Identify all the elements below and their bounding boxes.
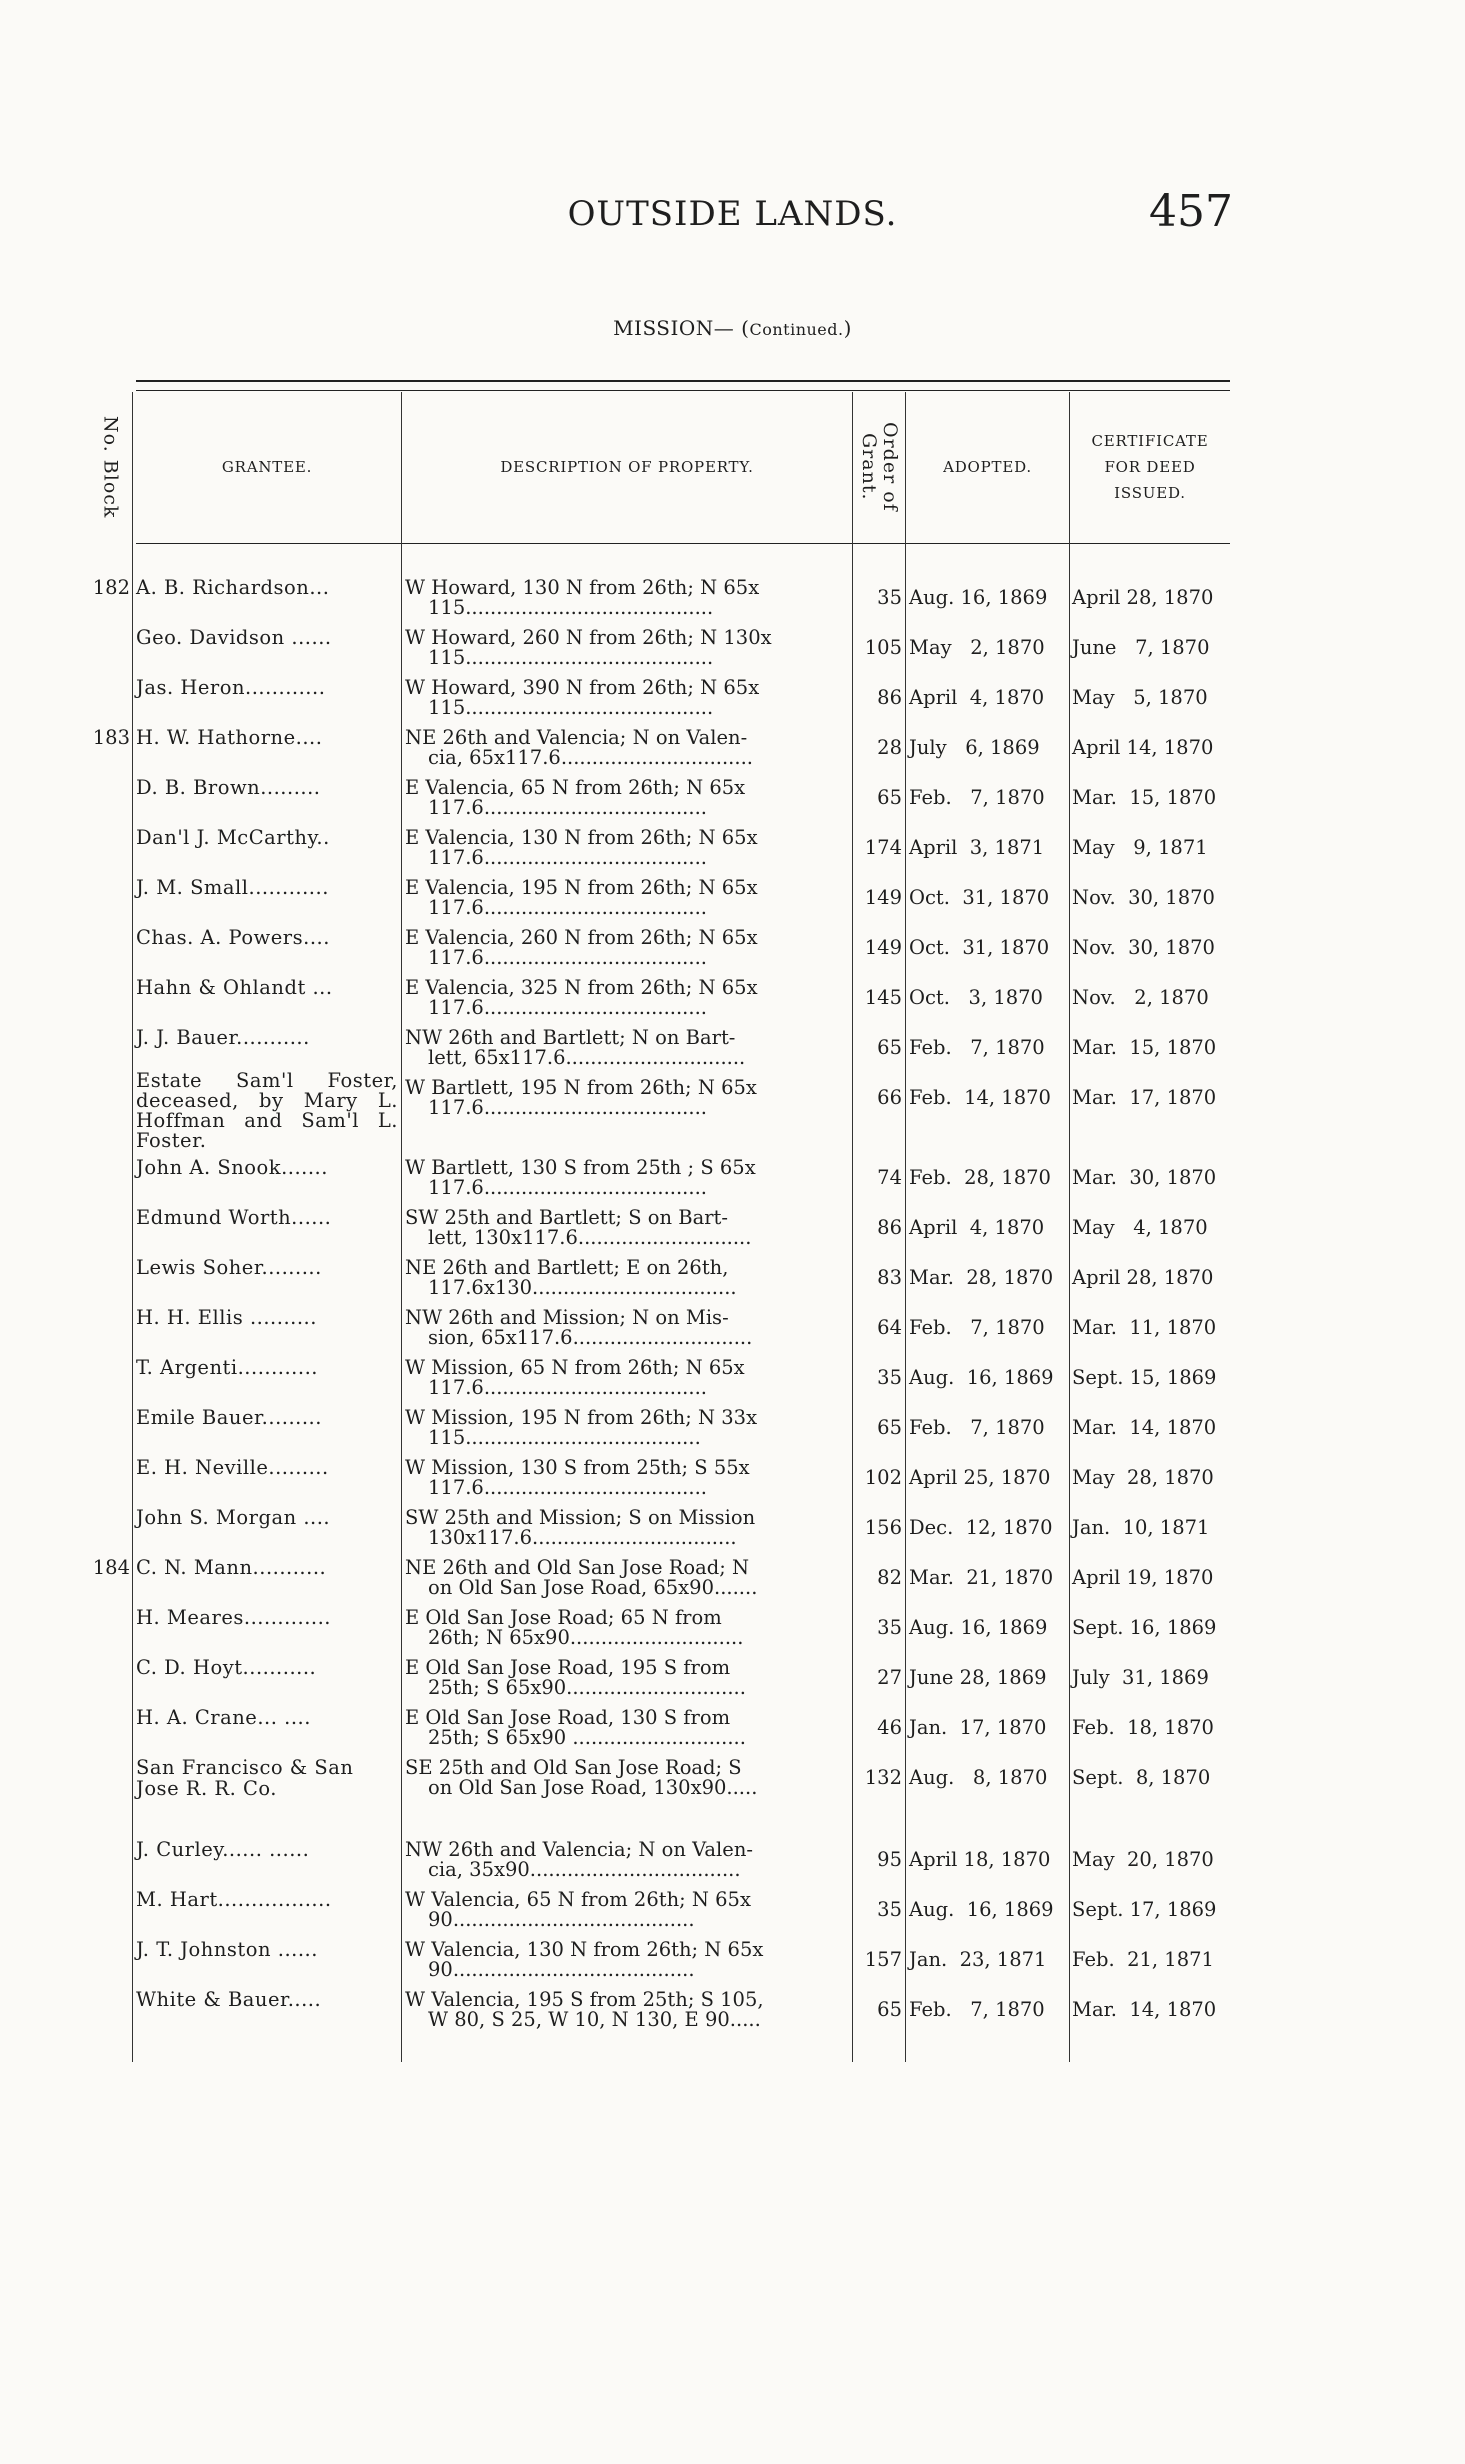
description-line-1: W Valencia, 130 N from 26th; N 65x (405, 1938, 764, 1961)
adopted-date: Oct. 31, 1870 (909, 936, 1050, 959)
description-line-2: 25th; S 65x90............................. (428, 1677, 746, 1699)
description-line-2: 115........................................ (428, 697, 714, 719)
description-line-2: 26th; N 65x90............................ (428, 1627, 744, 1649)
description-line-1: W Howard, 130 N from 26th; N 65x (405, 576, 760, 599)
order-of-grant: 35 (877, 1616, 902, 1639)
certificate-date: May 4, 1870 (1072, 1216, 1208, 1239)
description-line-2: 130x117.6................................. (428, 1527, 737, 1549)
certificate-date: May 9, 1871 (1072, 836, 1208, 859)
grantee-name: H. Meares............. (136, 1606, 331, 1629)
certificate-date: Mar. 30, 1870 (1072, 1166, 1217, 1189)
certificate-date: May 28, 1870 (1072, 1466, 1214, 1489)
description-line-1: E Valencia, 260 N from 26th; N 65x (405, 926, 758, 949)
order-of-grant: 66 (877, 1086, 902, 1109)
order-of-grant: 174 (864, 836, 902, 859)
description-line-1: NW 26th and Mission; N on Mis- (405, 1306, 729, 1329)
grantee-name: H. W. Hathorne.... (136, 726, 323, 749)
description-line-1: E Valencia, 65 N from 26th; N 65x (405, 776, 746, 799)
grantee-name: San Francisco & San Jose R. R. Co. (136, 1756, 354, 1800)
adopted-date: Feb. 7, 1870 (909, 1036, 1045, 1059)
adopted-date: Feb. 14, 1870 (909, 1086, 1051, 1109)
description-line-2: 117.6.................................... (428, 847, 707, 869)
description-line-2: 25th; S 65x90 ............................ (428, 1727, 746, 1749)
adopted-date: April 18, 1870 (909, 1848, 1051, 1871)
grantee-name: Emile Bauer......... (136, 1406, 322, 1429)
certificate-date: April 19, 1870 (1072, 1566, 1214, 1589)
order-of-grant: 65 (877, 1416, 902, 1439)
order-of-grant: 65 (877, 1036, 902, 1059)
order-of-grant: 157 (864, 1948, 902, 1971)
description-line-1: SE 25th and Old San Jose Road; S (405, 1756, 742, 1779)
adopted-date: April 4, 1870 (909, 1216, 1045, 1239)
certificate-date: Nov. 2, 1870 (1072, 986, 1209, 1009)
certificate-date: Mar. 15, 1870 (1072, 786, 1217, 809)
certificate-date: April 28, 1870 (1072, 586, 1214, 609)
description-line-1: NE 26th and Valencia; N on Valen- (405, 726, 748, 749)
order-of-grant: 35 (877, 1898, 902, 1921)
order-of-grant: 95 (877, 1848, 902, 1871)
grantee-name: D. B. Brown......... (136, 776, 321, 799)
certificate-date: Sept. 8, 1870 (1072, 1766, 1211, 1789)
adopted-date: Oct. 3, 1870 (909, 986, 1043, 1009)
certificate-date: May 20, 1870 (1072, 1848, 1214, 1871)
adopted-date: Mar. 21, 1870 (909, 1566, 1054, 1589)
description-line-2: 117.6.................................... (428, 997, 707, 1019)
adopted-date: Mar. 28, 1870 (909, 1266, 1054, 1289)
order-of-grant: 83 (877, 1266, 902, 1289)
grantee-name: Dan'l J. McCarthy.. (136, 826, 330, 849)
grantee-name: E. H. Neville......... (136, 1456, 329, 1479)
order-of-grant: 149 (864, 936, 902, 959)
description-line-1: SW 25th and Bartlett; S on Bart- (405, 1206, 728, 1229)
grantee-name: J. T. Johnston ...... (136, 1938, 318, 1961)
adopted-date: Feb. 7, 1870 (909, 1998, 1045, 2021)
description-line-1: W Mission, 195 N from 26th; N 33x (405, 1406, 758, 1429)
grantee-name: J. Curley...... ...... (136, 1838, 310, 1861)
description-line-1: E Old San Jose Road; 65 N from (405, 1606, 722, 1629)
order-of-grant: 65 (877, 1998, 902, 2021)
grantee-name: Hahn & Ohlandt ... (136, 976, 333, 999)
description-line-2: 117.6.................................... (428, 1377, 707, 1399)
adopted-date: Dec. 12, 1870 (909, 1516, 1053, 1539)
description-line-2: W 80, S 25, W 10, N 130, E 90..... (428, 2009, 761, 2031)
description-line-1: E Old San Jose Road, 195 S from (405, 1656, 731, 1679)
certificate-date: Mar. 11, 1870 (1072, 1316, 1217, 1339)
grantee-name: C. D. Hoyt........... (136, 1656, 317, 1679)
description-line-2: 115........................................ (428, 647, 714, 669)
description-line-2: on Old San Jose Road, 65x90....... (428, 1577, 758, 1599)
col-header-adopted: ADOPTED. (943, 458, 1032, 476)
order-of-grant: 132 (864, 1766, 902, 1789)
description-line-2: 117.6x130................................. (428, 1277, 737, 1299)
description-line-1: NE 26th and Bartlett; E on 26th, (405, 1256, 729, 1279)
adopted-date: June 28, 1869 (909, 1666, 1047, 1689)
description-line-1: E Valencia, 130 N from 26th; N 65x (405, 826, 758, 849)
order-of-grant: 149 (864, 886, 902, 909)
grantee-name: J. J. Bauer........... (136, 1026, 310, 1049)
description-line-1: W Bartlett, 130 S from 25th ; S 65x (405, 1156, 756, 1179)
certificate-date: Sept. 15, 1869 (1072, 1366, 1217, 1389)
description-line-2: on Old San Jose Road, 130x90..... (428, 1777, 758, 1799)
description-line-1: W Valencia, 195 S from 25th; S 105, (405, 1988, 764, 2011)
grantee-name: Lewis Soher......... (136, 1256, 322, 1279)
col-header-grantee: GRANTEE. (221, 458, 313, 476)
order-of-grant: 74 (877, 1166, 902, 1189)
description-line-2: cia, 65x117.6............................... (428, 747, 753, 769)
description-line-2: 117.6.................................... (428, 947, 707, 969)
description-line-1: E Valencia, 325 N from 26th; N 65x (405, 976, 758, 999)
description-line-1: E Valencia, 195 N from 26th; N 65x (405, 876, 758, 899)
order-of-grant: 102 (864, 1466, 902, 1489)
order-of-grant: 35 (877, 1366, 902, 1389)
certificate-date: Mar. 14, 1870 (1072, 1998, 1217, 2021)
description-line-1: W Valencia, 65 N from 26th; N 65x (405, 1888, 751, 1911)
adopted-date: Feb. 28, 1870 (909, 1166, 1051, 1189)
order-of-grant: 46 (877, 1716, 902, 1739)
description-line-1: NW 26th and Valencia; N on Valen- (405, 1838, 753, 1861)
certificate-date: Nov. 30, 1870 (1072, 936, 1215, 959)
adopted-date: April 3, 1871 (909, 836, 1045, 859)
adopted-date: Aug. 16, 1869 (909, 586, 1048, 609)
grantee-name: White & Bauer..... (136, 1988, 322, 2011)
grantee-name: Edmund Worth...... (136, 1206, 332, 1229)
certificate-date: May 5, 1870 (1072, 686, 1208, 709)
grantee-name: John A. Snook....... (136, 1156, 328, 1179)
grantee-name: Estate Sam'l Foster, deceased, by Mary L. Hoffman and Sam'l L. Foster. (136, 1069, 398, 1152)
block-number: 183 (92, 726, 130, 749)
col-header-block: No. Block (99, 415, 122, 519)
adopted-date: Aug. 16, 1869 (909, 1616, 1048, 1639)
grantee-name: Jas. Heron............ (136, 676, 326, 699)
section-close: ) (843, 316, 852, 340)
certificate-date: Mar. 15, 1870 (1072, 1036, 1217, 1059)
description-line-2: lett, 65x117.6............................. (428, 1047, 746, 1069)
grantee-name: Geo. Davidson ...... (136, 626, 332, 649)
col-header-certificate: CERTIFICATE FOR DEED ISSUED. (1091, 432, 1209, 502)
col-header-order: Order of Grant. (858, 422, 901, 512)
grantee-name: H. H. Ellis .......... (136, 1306, 317, 1329)
description-line-1: W Bartlett, 195 N from 26th; N 65x (405, 1076, 757, 1099)
page-title: OUTSIDE LANDS. (567, 194, 898, 234)
description-line-1: NE 26th and Old San Jose Road; N (405, 1556, 750, 1579)
adopted-date: May 2, 1870 (909, 636, 1045, 659)
page-number: 457 (1149, 186, 1233, 237)
adopted-date: Aug. 16, 1869 (909, 1898, 1054, 1921)
adopted-date: Aug. 16, 1869 (909, 1366, 1054, 1389)
description-line-2: cia, 35x90.................................. (428, 1859, 741, 1881)
certificate-date: Feb. 18, 1870 (1072, 1716, 1214, 1739)
adopted-date: April 4, 1870 (909, 686, 1045, 709)
description-line-2: sion, 65x117.6............................. (428, 1327, 753, 1349)
certificate-date: June 7, 1870 (1072, 636, 1210, 659)
adopted-date: Feb. 7, 1870 (909, 1416, 1045, 1439)
grantee-name: John S. Morgan .... (136, 1506, 331, 1529)
certificate-date: Sept. 16, 1869 (1072, 1616, 1217, 1639)
section-continued: Continued. (749, 320, 844, 339)
certificate-date: Nov. 30, 1870 (1072, 886, 1215, 909)
adopted-date: Jan. 17, 1870 (909, 1716, 1047, 1739)
description-line-2: 115...................................... (428, 1427, 701, 1449)
description-line-1: W Howard, 390 N from 26th; N 65x (405, 676, 760, 699)
order-of-grant: 64 (877, 1316, 902, 1339)
adopted-date: Aug. 8, 1870 (909, 1766, 1048, 1789)
order-of-grant: 86 (877, 1216, 902, 1239)
certificate-date: Mar. 14, 1870 (1072, 1416, 1217, 1439)
grantee-name: H. A. Crane... .... (136, 1706, 311, 1729)
adopted-date: April 25, 1870 (909, 1466, 1051, 1489)
certificate-date: Mar. 17, 1870 (1072, 1086, 1217, 1109)
grantee-name: Chas. A. Powers.... (136, 926, 330, 949)
description-line-1: W Mission, 65 N from 26th; N 65x (405, 1356, 745, 1379)
certificate-date: July 31, 1869 (1072, 1666, 1209, 1689)
description-line-1: SW 25th and Mission; S on Mission (405, 1506, 756, 1529)
description-line-1: E Old San Jose Road, 130 S from (405, 1706, 731, 1729)
order-of-grant: 65 (877, 786, 902, 809)
description-line-2: 90....................................... (428, 1909, 695, 1931)
certificate-date: Jan. 10, 1871 (1072, 1516, 1210, 1539)
description-line-2: 117.6.................................... (428, 797, 707, 819)
description-line-2: lett, 130x117.6............................ (428, 1227, 752, 1249)
description-line-2: 115........................................ (428, 597, 714, 619)
col-header-description: DESCRIPTION OF PROPERTY. (500, 458, 754, 476)
certificate-date: April 28, 1870 (1072, 1266, 1214, 1289)
block-number: 184 (92, 1556, 130, 1579)
adopted-date: Feb. 7, 1870 (909, 1316, 1045, 1339)
grantee-name: A. B. Richardson... (136, 576, 330, 599)
order-of-grant: 82 (877, 1566, 902, 1589)
description-line-2: 117.6.................................... (428, 1097, 707, 1119)
order-of-grant: 86 (877, 686, 902, 709)
certificate-date: Feb. 21, 1871 (1072, 1948, 1214, 1971)
description-line-2: 90....................................... (428, 1959, 695, 1981)
description-line-1: W Mission, 130 S from 25th; S 55x (405, 1456, 750, 1479)
order-of-grant: 156 (864, 1516, 902, 1539)
description-line-1: W Howard, 260 N from 26th; N 130x (405, 626, 772, 649)
block-number: 182 (92, 576, 130, 599)
order-of-grant: 145 (864, 986, 902, 1009)
order-of-grant: 28 (877, 736, 902, 759)
order-of-grant: 35 (877, 586, 902, 609)
order-of-grant: 105 (864, 636, 902, 659)
adopted-date: July 6, 1869 (909, 736, 1040, 759)
description-line-2: 117.6.................................... (428, 1177, 707, 1199)
grantee-name: T. Argenti............ (136, 1356, 318, 1379)
section-title: MISSION— ( (613, 316, 750, 340)
adopted-date: Jan. 23, 1871 (909, 1948, 1047, 1971)
grantee-name: J. M. Small............ (136, 876, 329, 899)
certificate-date: Sept. 17, 1869 (1072, 1898, 1217, 1921)
certificate-date: April 14, 1870 (1072, 736, 1214, 759)
grantee-name: C. N. Mann........... (136, 1556, 327, 1579)
description-line-2: 117.6.................................... (428, 897, 707, 919)
adopted-date: Feb. 7, 1870 (909, 786, 1045, 809)
grantee-name: M. Hart................. (136, 1888, 332, 1911)
description-line-1: NW 26th and Bartlett; N on Bart- (405, 1026, 736, 1049)
adopted-date: Oct. 31, 1870 (909, 886, 1050, 909)
description-line-2: 117.6.................................... (428, 1477, 707, 1499)
order-of-grant: 27 (877, 1666, 902, 1689)
